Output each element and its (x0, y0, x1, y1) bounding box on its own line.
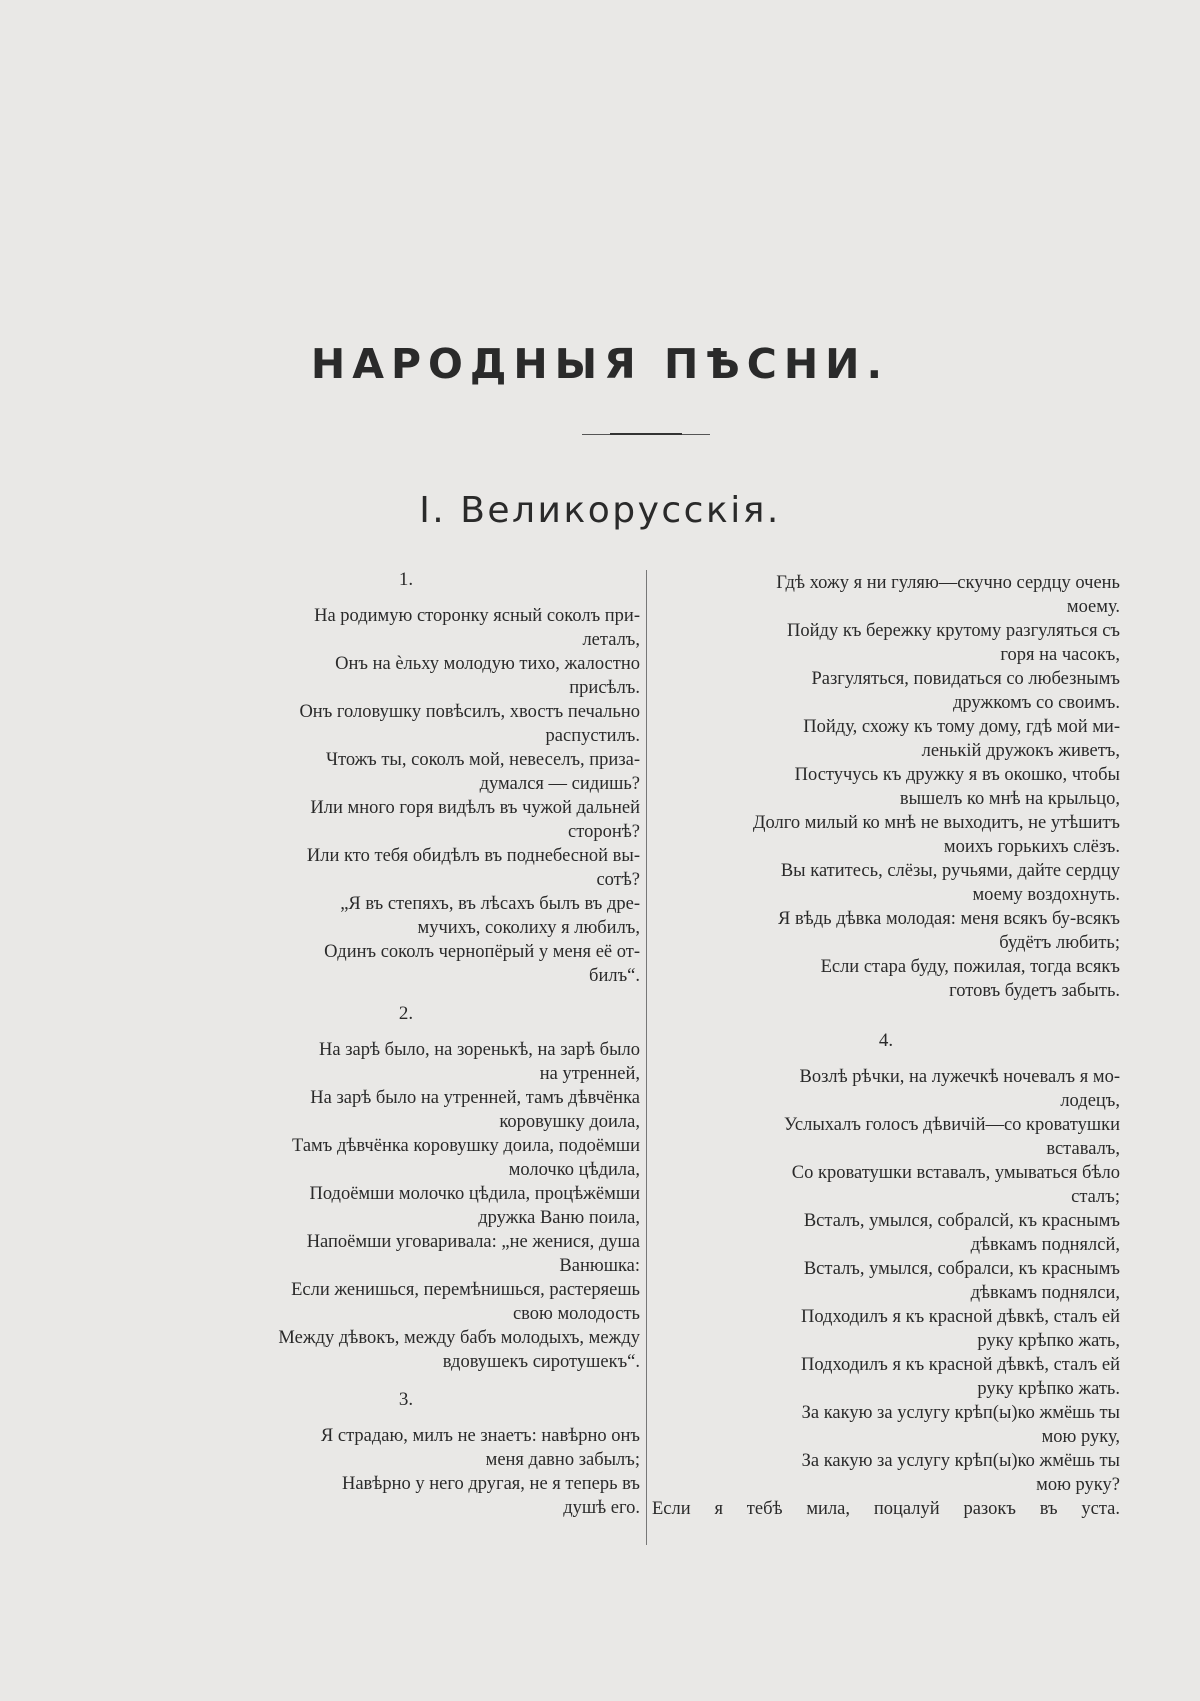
verse-line-start: За какую за услугу крѣп(ы)ко жмёшь ты (801, 1403, 1120, 1423)
verse-line (652, 667, 1120, 715)
verse-line-continuation: сотѣ? (596, 870, 640, 890)
verse-line-continuation: присѣлъ. (569, 678, 640, 698)
verse-line-start: Напоёмши уговаривала: „не женися, душа (306, 1232, 640, 1252)
verse-line-continuation: будётъ любить; (999, 933, 1120, 953)
verse-line (172, 1134, 640, 1182)
verse-line-continuation: моихъ горькихъ слёзъ. (943, 837, 1120, 857)
verse-line-start: Я страдаю, милъ не знаетъ: навѣрно онъ (320, 1426, 640, 1446)
verse-line-start: Одинъ соколъ чернопёрый у меня её от- (324, 942, 640, 962)
verse-line-continuation: мою руку, (1041, 1427, 1120, 1447)
verse-line-start: „Я въ степяхъ, въ лѣсахъ былъ въ дре- (340, 894, 640, 914)
verse-line-continuation: молочко цѣдила, (508, 1160, 640, 1180)
verse-line (652, 907, 1120, 955)
verse-line-continuation: леталъ, (582, 630, 640, 650)
verse-line-continuation: руку крѣпко жать. (977, 1379, 1120, 1399)
verse-line-start: Услыхалъ голосъ дѣвичій—со кроватушки (784, 1115, 1120, 1135)
verse-line (652, 1113, 1120, 1161)
verse-line-start: Если я тебѣ мила, поцалуй разокъ въ уста. (652, 1499, 1120, 1519)
verse-line-start: Долго милый ко мнѣ не выходитъ, не утѣшитъ (752, 813, 1120, 833)
verse-line-continuation: ленькій дружокъ живетъ, (921, 741, 1120, 761)
title-divider (582, 434, 710, 435)
verse-line (652, 811, 1120, 859)
verse-line-start: Подоёмши молочко цѣдила, процѣжёмши (309, 1184, 640, 1204)
verse-line-start: На родимую сторонку ясный соколъ при- (314, 606, 640, 626)
verse-line-start: Постучусь къ дружку я въ окошко, чтобы (794, 765, 1120, 785)
verse-line (172, 1038, 640, 1086)
verse-line (652, 1257, 1120, 1305)
verse-line (172, 1472, 640, 1520)
verse-line-start: Онъ на ѐльху молодую тихо, жалостно (335, 654, 640, 674)
verse-line-continuation: билъ“. (589, 966, 640, 986)
verse-line-continuation: дружкомъ со своимъ. (952, 693, 1120, 713)
verse-line (652, 1209, 1120, 1257)
verse-line-start: Или много горя видѣлъ въ чужой дальней (310, 798, 640, 818)
verse-line-continuation: руку крѣпко жать, (977, 1331, 1120, 1351)
verse-line-start: Чтожъ ты, соколъ мой, невеселъ, приза- (325, 750, 640, 770)
verse-line-start: Подходилъ я къ красной дѣвкѣ, сталъ ей (800, 1355, 1120, 1375)
verse-line-start: Всталъ, умылся, собралсй, къ краснымъ (803, 1211, 1120, 1231)
verse-line (172, 700, 640, 748)
verse-line-start: Я вѣдь дѣвка молодая: меня всякъ бу-всякъ (777, 909, 1120, 929)
verse-line-continuation: Ванюшка: (559, 1256, 640, 1276)
verse-line-start: Онъ головушку повѣсилъ, хвостъ печально (299, 702, 640, 722)
verse-line-start: Навѣрно у него другая, не я теперь въ (341, 1474, 640, 1494)
verse-line-start: Или кто тебя обидѣлъ въ поднебесной вы- (306, 846, 640, 866)
song-block (652, 1029, 1120, 1521)
verse-line-continuation: дружка Ваню поила, (478, 1208, 640, 1228)
right-column (652, 571, 1120, 1521)
song-number: 3. (398, 1389, 414, 1410)
verse-line-continuation: моему. (1066, 597, 1120, 617)
song-block (652, 571, 1120, 1003)
song-block (172, 568, 640, 988)
verse-line-start: Возлѣ рѣчки, на лужечкѣ ночевалъ я мо- (799, 1067, 1120, 1087)
verse-line-start: На зарѣ было на утренней, тамъ дѣвчёнка (310, 1088, 640, 1108)
verse-line (172, 748, 640, 796)
verse-line-start: Подходилъ я къ красной дѣвкѣ, сталъ ей (800, 1307, 1120, 1327)
verse-line-continuation: вышелъ ко мнѣ на крыльцо, (899, 789, 1120, 809)
verse-line-continuation: моему воздохнуть. (972, 885, 1120, 905)
verse-line-start: Гдѣ хожу я ни гуляю—скучно сердцу очень (776, 573, 1120, 593)
verse-line (652, 763, 1120, 811)
song-number: 4. (878, 1030, 894, 1051)
verse-line (652, 1353, 1120, 1401)
verse-line-continuation: дѣвкамъ поднялси, (970, 1283, 1120, 1303)
verse-line-continuation: вдовушекъ сиротушекъ“. (442, 1352, 640, 1372)
verse-line (652, 859, 1120, 907)
verse-line (652, 1065, 1120, 1113)
verse-line (652, 1497, 1120, 1521)
page-title: НАРОДНЫЯ ПѢСНИ. (310, 340, 890, 388)
verse-line-start: Между дѣвокъ, между бабъ молодыхъ, между (278, 1328, 640, 1348)
verse-line (652, 1449, 1120, 1497)
verse-line (652, 1401, 1120, 1449)
verse-line (172, 892, 640, 940)
verse-line (172, 1230, 640, 1278)
verse-line (172, 940, 640, 988)
verse-line-start: Если стара буду, пожилая, тогда всякъ (820, 957, 1120, 977)
verse-line (652, 955, 1120, 1003)
left-column (172, 568, 640, 1520)
verse-line (652, 571, 1120, 619)
verse-line-continuation: душѣ его. (563, 1498, 640, 1518)
verse-line (172, 652, 640, 700)
section-heading: I. Великорусскія. (419, 490, 781, 531)
verse-line-continuation: распустилъ. (545, 726, 640, 746)
verse-line-continuation: готовъ будетъ забыть. (949, 981, 1120, 1001)
verse-line (172, 1326, 640, 1374)
verse-line-continuation: мою руку? (1036, 1475, 1120, 1495)
verse-line-start: Вы катитесь, слёзы, ручьями, дайте сердцу (780, 861, 1120, 881)
song-block (172, 1002, 640, 1374)
verse-line-continuation: сторонѣ? (568, 822, 640, 842)
verse-line (652, 1305, 1120, 1353)
song-number: 2. (398, 1003, 414, 1024)
verse-line (652, 715, 1120, 763)
verse-line-continuation: горя на часокъ, (1000, 645, 1120, 665)
verse-line-start: Со кроватушки вставалъ, умываться бѣло (791, 1163, 1120, 1183)
verse-line (172, 1424, 640, 1472)
verse-line-continuation: свою молодость (512, 1304, 640, 1324)
verse-line-continuation: мучихъ, соколиху я любилъ, (417, 918, 640, 938)
verse-line-continuation: вставалъ, (1046, 1139, 1120, 1159)
song-number: 1. (398, 569, 414, 590)
verse-line (172, 796, 640, 844)
verse-line (172, 604, 640, 652)
verse-line (172, 1182, 640, 1230)
verse-line (172, 1278, 640, 1326)
verse-line-continuation: меня давно забылъ; (485, 1450, 640, 1470)
verse-line-continuation: думался — сидишь? (479, 774, 640, 794)
verse-line-continuation: коровушку доила, (499, 1112, 640, 1132)
verse-line (172, 1086, 640, 1134)
verse-line-continuation: лодецъ, (1060, 1091, 1120, 1111)
song-block (172, 1388, 640, 1520)
verse-line-start: Всталъ, умылся, собралси, къ краснымъ (803, 1259, 1120, 1279)
verse-line (652, 1161, 1120, 1209)
verse-line-start: На зарѣ было, на зоренькѣ, на зарѣ было (319, 1040, 640, 1060)
verse-line (172, 844, 640, 892)
column-divider (646, 570, 647, 1545)
verse-line-continuation: дѣвкамъ поднялсй, (970, 1235, 1120, 1255)
verse-line-continuation: на утренней, (539, 1064, 640, 1084)
verse-line-start: Пойду къ бережку крутому разгуляться съ (787, 621, 1120, 641)
verse-line-start: Тамъ дѣвчёнка коровушку доила, подоёмши (292, 1136, 640, 1156)
verse-line-start: За какую за услугу крѣп(ы)ко жмёшь ты (801, 1451, 1120, 1471)
verse-line-continuation: сталъ; (1071, 1187, 1120, 1207)
verse-line-start: Если женишься, перемѣнишься, растеряешь (291, 1280, 640, 1300)
verse-line-start: Разгуляться, повидаться со любезнымъ (811, 669, 1120, 689)
verse-line (652, 619, 1120, 667)
verse-line-start: Пойду, схожу къ тому дому, гдѣ мой ми- (803, 717, 1120, 737)
